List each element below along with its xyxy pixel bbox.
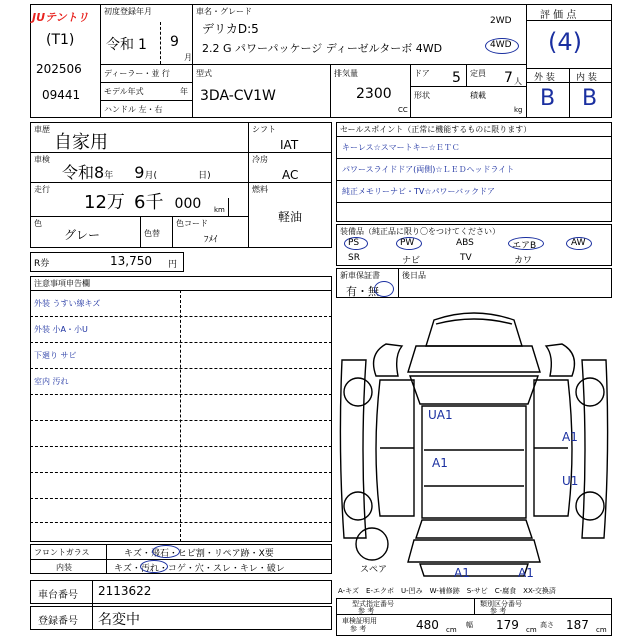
mileage-sen: 6千 (134, 192, 164, 213)
ac-value: AC (282, 168, 299, 182)
recycle-label: R券 (34, 259, 50, 269)
note-1: 外装 うすい線キズ (34, 299, 101, 308)
first-reg-label: 初度登録年月 (104, 7, 152, 16)
spare-label: スペア (360, 565, 388, 575)
interior-text: キズ・汚れ・コゲ・穴・スレ・キレ・破レ (114, 564, 285, 574)
damage-legend: A-キズ E-エクボ U-凹み W-補修跡 S-サビ C-腐食 XX-交換済 (338, 587, 556, 595)
int-label: 内 装 (576, 73, 597, 83)
cert-label: 車検証明用 (342, 617, 377, 625)
vehicle-name: デリカD:5 (202, 22, 259, 36)
model-year-label: モデル年式 (104, 87, 144, 96)
rating-label: 評 価 点 (540, 10, 577, 21)
color-code-value: ﾌﾒｲ (204, 235, 218, 245)
model-designation-label: 型式指定番号 (352, 600, 394, 608)
spec-width-label: 幅 (466, 621, 473, 629)
usage-label: 車歴 (34, 125, 50, 134)
ac-label: 冷房 (252, 155, 268, 164)
equip-leather: カワ (514, 256, 533, 266)
equip-pw: PW (400, 238, 415, 248)
equip-ps: PS (348, 238, 360, 248)
equip-sr: SR (348, 253, 360, 263)
mileage-value (84, 188, 201, 214)
doors-value: 5 (452, 70, 461, 86)
equip-aw: AW (571, 238, 586, 248)
rating-score: (4) (548, 28, 582, 56)
first-reg-era (106, 34, 147, 54)
front-glass-chip-circle (152, 545, 180, 558)
shape-label: 形状 (414, 91, 430, 100)
t-code: (T1) (46, 32, 75, 48)
displacement-value: 2300 (356, 86, 392, 102)
first-reg-year: 1 (138, 37, 147, 53)
after-items-label: 後日品 (402, 271, 426, 280)
first-reg-month-unit: 月 (184, 53, 192, 62)
usage-value: 自家用 (54, 132, 108, 153)
damage-mark-a1-right-front: A1 (562, 430, 578, 444)
front-glass-label: フロントガラス (34, 548, 90, 557)
mileage-label: 走行 (34, 185, 50, 194)
recycle-value: 13,750 (110, 254, 152, 268)
chassis-label: 車台番号 (38, 590, 78, 601)
warranty-label: 新車保証書 (340, 271, 380, 280)
inspection-month: 9 (134, 163, 145, 182)
shift-value: IAT (280, 138, 299, 152)
capacity-unit: 人 (514, 77, 522, 86)
inspection-era: 令和8 (62, 163, 105, 182)
sales-point-2: パワースライドドア(両側)☆ＬＥＤヘッドライト (342, 165, 515, 174)
vehicle-label: 車名・グレード (196, 7, 252, 16)
sales-points-label: セールスポイント（正常に機能するものに限ります） (340, 125, 532, 134)
inspection-month-unit: 月( (144, 171, 157, 181)
color-change-label: 色替 (144, 229, 160, 238)
lot-number: 09441 (42, 88, 81, 102)
color-code-label: 色コード (176, 219, 208, 228)
logo-text: JUテントリ (32, 11, 89, 24)
equip-airbag: エアB (512, 241, 537, 251)
notes-label: 注意事項申告欄 (34, 279, 90, 288)
color-value: グレー (64, 228, 101, 242)
fuel-value: 軽油 (278, 210, 303, 224)
inspection-value (62, 160, 211, 183)
date-code: 202506 (36, 62, 82, 76)
damage-mark-a1-left: A1 (432, 456, 448, 470)
fuel-label: 燃料 (252, 185, 268, 194)
inspection-year-unit: 年 (104, 171, 114, 181)
color-label: 色 (34, 219, 42, 228)
front-glass-text: キズ・飛石・ヒビ割・リペア跡・X要 (124, 549, 274, 559)
vehicle-grade: 2.2 G パワーパッケージ ディーゼルターボ 4WD (202, 42, 443, 55)
spec-width: 179 (496, 618, 519, 632)
ext-grade: B (540, 86, 556, 111)
spec-length-unit: cm (446, 626, 457, 634)
capacity-value: 7 (504, 70, 513, 86)
recycle-unit: 円 (168, 260, 178, 270)
spec-width-unit: cm (526, 626, 537, 634)
chassis-value: 2113622 (98, 584, 152, 598)
cert-ref: 参 考 (350, 625, 367, 633)
warranty-value: 有・無 (346, 285, 379, 298)
recycle-frame (30, 252, 184, 272)
interior-stain-circle (140, 560, 168, 573)
spec-height-label: 高さ (540, 621, 554, 629)
model-designation-ref: 参 考 (358, 607, 375, 615)
equip-navi: ナビ (402, 256, 421, 266)
handle-label: ハンドル 左・右 (104, 105, 163, 114)
shift-label: シフト (252, 125, 276, 134)
first-reg-era-text: 令和 (106, 37, 134, 53)
equipment-label: 装備品（純正品に限り〇をつけてください） (340, 227, 500, 236)
capacity-label: 定員 (470, 69, 486, 78)
warranty-no-circle (374, 281, 394, 297)
note-3: 下廻り サビ (34, 351, 77, 360)
equip-tv: TV (460, 253, 472, 263)
type-value: 3DA-CV1W (200, 88, 276, 104)
logo (32, 6, 98, 24)
warranty-yes: 有 (346, 285, 357, 298)
first-reg-month: 9 (170, 34, 179, 50)
sales-point-1: キーレス☆スマートキー☆ＥＴＣ (342, 143, 460, 152)
class-number-ref: 参 考 (490, 607, 507, 615)
interior-label: 内装 (56, 563, 72, 572)
spec-length: 480 (416, 618, 439, 632)
drive-2wd: 2WD (490, 16, 512, 26)
int-grade: B (582, 86, 598, 111)
damage-mark-a1-rear-left: A1 (454, 566, 470, 580)
mileage-unit: km (214, 206, 225, 214)
doors-label: ドア (414, 69, 430, 78)
inspection-day-unit: 日) (198, 171, 211, 181)
type-label: 型式 (196, 69, 212, 78)
displacement-label: 排気量 (334, 69, 358, 78)
mileage-rest: 000 (174, 196, 202, 212)
drive-4wd: 4WD (490, 40, 512, 50)
damage-mark-ua1: UA1 (428, 408, 453, 422)
load-unit: kg (514, 106, 523, 114)
equip-abs: ABS (456, 238, 474, 248)
displacement-unit: CC (398, 106, 408, 114)
note-4: 室内 汚れ (34, 377, 69, 386)
mileage-man: 12万 (84, 192, 125, 213)
registration-label: 登録番号 (38, 616, 78, 627)
load-label: 積載 (470, 91, 486, 100)
registration-value: 名変中 (98, 612, 140, 628)
warranty-no: 無 (368, 285, 379, 298)
ext-label: 外 装 (534, 73, 555, 83)
spec-height-unit: cm (596, 626, 607, 634)
damage-mark-a1-rear-right: A1 (518, 566, 534, 580)
class-number-label: 類別区分番号 (480, 600, 522, 608)
damage-mark-u1: U1 (562, 474, 579, 488)
inspection-label: 車検 (34, 155, 50, 164)
dealer-label: ディーラー・並 行 (104, 69, 170, 78)
model-year-unit: 年 (180, 87, 188, 96)
note-2: 外装 小A・小U (34, 325, 88, 334)
spec-height: 187 (566, 618, 589, 632)
sales-point-3: 純正メモリーナビ・TV☆パワーバックドア (342, 187, 495, 196)
